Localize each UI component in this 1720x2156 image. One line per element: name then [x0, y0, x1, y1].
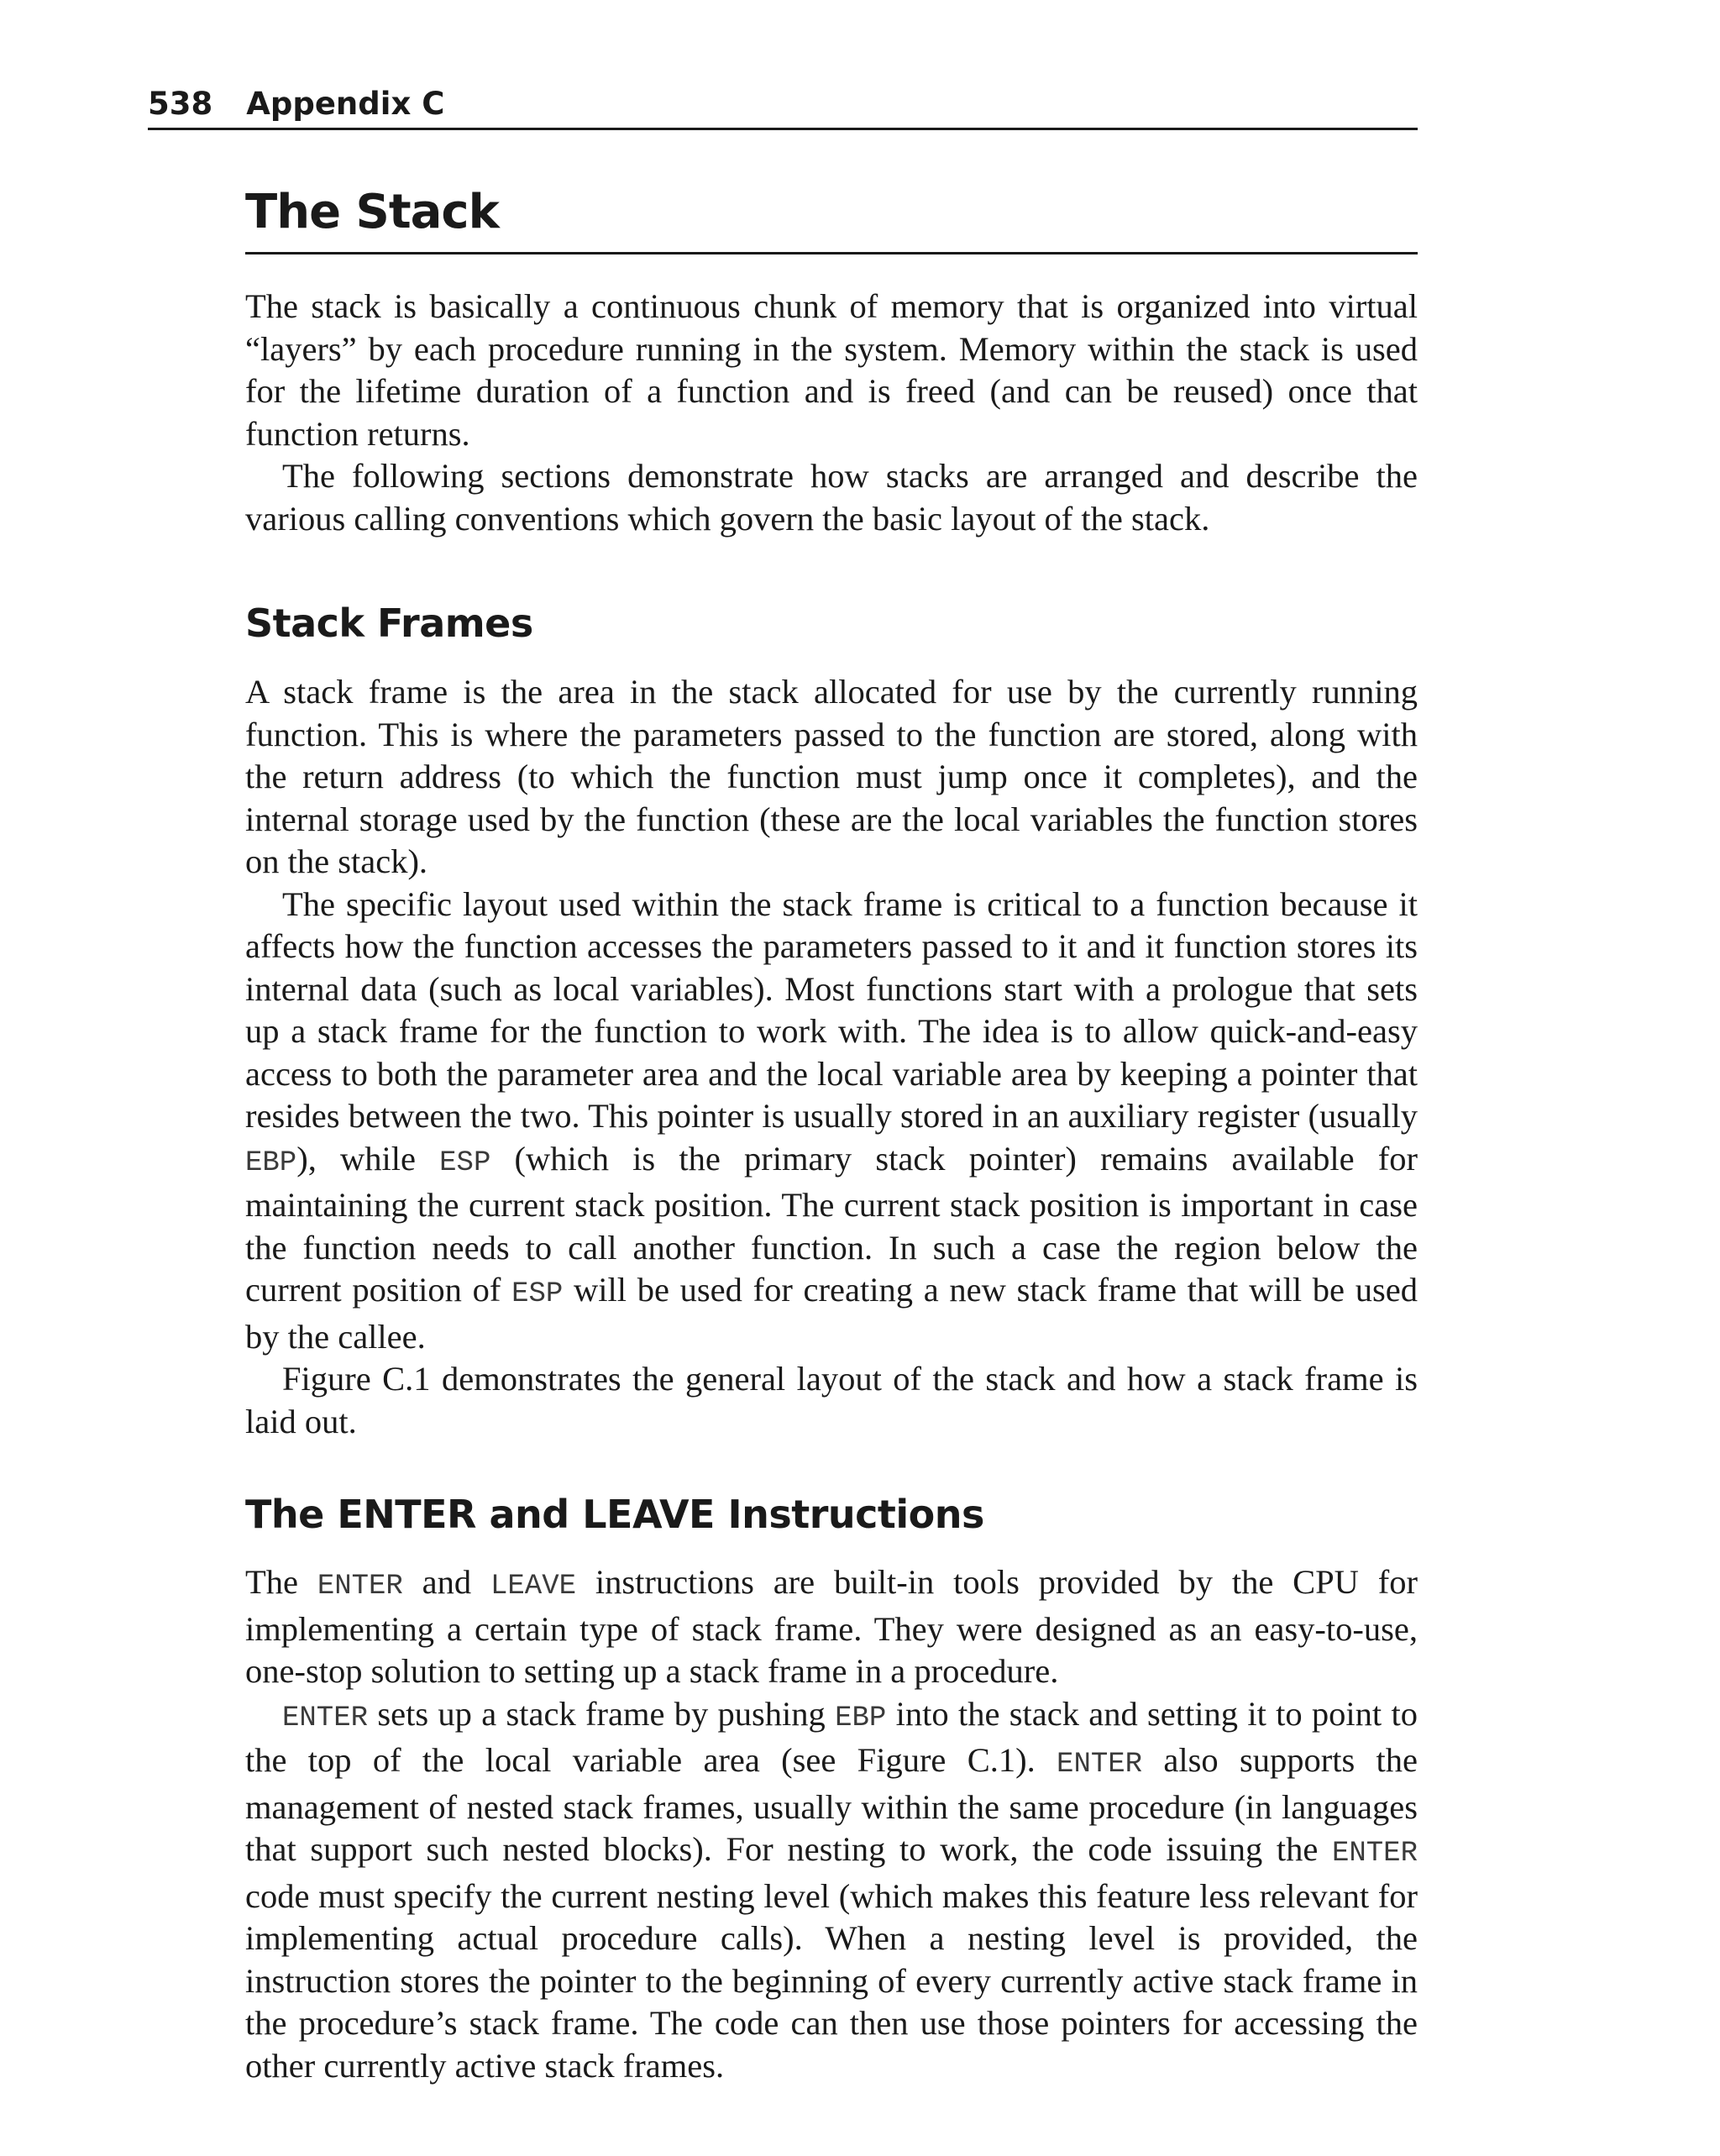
running-title: Appendix C — [246, 86, 445, 122]
page-number: 538 — [148, 86, 213, 122]
stack-frames-text — [245, 671, 1418, 1443]
intro-text — [245, 286, 1418, 540]
code-ebp: EBP — [245, 1146, 297, 1179]
intro-paragraph-1: The stack is basically a continuous chunk of memory that is organized into virtual “layers” by each procedure running in the system. Memory within the stack is used for the lifetime duration of a function and is freed (and can be reused) once that function returns. — [245, 287, 1418, 453]
code-leave: LEAVE — [490, 1571, 577, 1603]
running-head — [148, 81, 1418, 130]
stack-frames-paragraph-1: A stack frame is the area in the stack allocated for use by the currently running function. This is where the parameters passed to the function are stored, along with the return address (to which the function must jump once it completes), and the internal storage used by the function (these are the local variables the function stores on the stack). — [245, 673, 1418, 880]
stack-frames-paragraph-3: Figure C.1 demonstrates the general layout of the stack and how a stack frame is laid out. — [245, 1360, 1418, 1440]
chapter-title: The Stack — [245, 178, 1418, 254]
stack-frames-paragraph-2: The specific layout used within the stack frame is critical to a function because it affects how the function accesses the parameters passed to it and it function stores its internal data (such as local variables). Most functions start with a prologue that sets up a stack frame for the function to work with. The idea is to allow quick-and-easy access to both the parameter area and the local variable area by keeping a pointer that resides between the two. This pointer is usually stored in an auxiliary register (usually EBP), while ESP (which is the primary stack pointer) remains available for maintaining the current stack position. The current stack position is important in case the function needs to call another function. In such a case the region below the current position of ESP will be used for creating a new stack frame that will be used by the callee. — [245, 884, 1418, 1356]
enter-leave-paragraph-1: The ENTER and LEAVE instructions are built-in tools provided by the CPU for implementing a certain type of stack frame. They were designed as an easy-to-use, one-stop solution to setting up a stack frame in a procedure. — [245, 1563, 1418, 1690]
intro-paragraph-2: The following sections demonstrate how stacks are arranged and describe the various calling conventions which govern the basic layout of the stack. — [245, 457, 1418, 538]
code-enter: ENTER — [282, 1702, 369, 1734]
enter-leave-text — [245, 1561, 1418, 2087]
code-ebp: EBP — [835, 1702, 887, 1734]
section-heading-enter-leave: The ENTER and LEAVE Instructions — [245, 1492, 984, 1537]
section-heading-stack-frames: Stack Frames — [245, 601, 533, 646]
code-esp: ESP — [439, 1146, 491, 1179]
code-esp: ESP — [511, 1278, 564, 1310]
code-enter: ENTER — [317, 1571, 403, 1603]
code-enter: ENTER — [1331, 1838, 1418, 1870]
enter-leave-paragraph-2: ENTER sets up a stack frame by pushing EBP into the stack and setting it to point to the top of the local variable area (see Figure C.1). ENTER also supports the management of nested stack frames, usually within the same procedure (in languages that support such nested blocks). For nesting to work, the code issuing the ENTER code must specify the current nesting level (which makes this feature less relevant for implementing actual procedure calls). When a nesting level is provided, the instruction stores the pointer to the beginning of every currently active stack frame in the procedure’s stack frame. The code can then use those pointers for accessing the other currently active stack frames. — [245, 1694, 1418, 2085]
code-enter: ENTER — [1057, 1749, 1143, 1781]
